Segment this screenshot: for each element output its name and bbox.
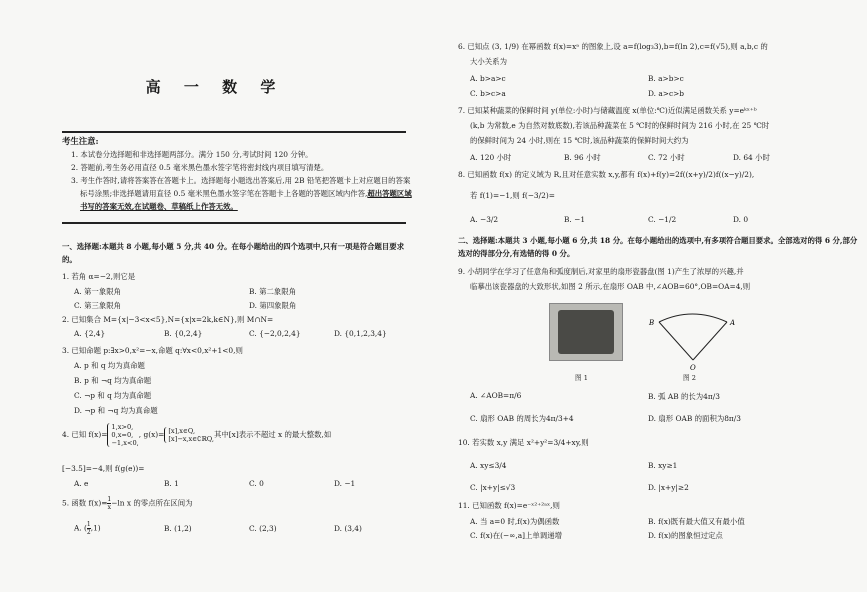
q4-line2: [−3.5]=−4,则 f(g(e))= (62, 464, 145, 473)
label-o: O (690, 364, 696, 372)
q6-option-d: D. a>c>b (648, 89, 685, 98)
page-title: 高 一 数 学 (145, 78, 285, 96)
q10-option-a: A. xy≤3/4 (470, 461, 507, 470)
q6-line1: 6. 已知点 (3, 1/9) 在幂函数 f(x)=xᵃ 的图象上,设 a=f(log₃3),b=f(ln 2),c=f(√5),则 a,b,c 的 (458, 42, 768, 51)
q5-den: x (107, 504, 112, 511)
section-1-heading: 一、选择题:本题共 8 小题,每小题 5 分,共 40 分。在每小题给出的四个选项中,只有一项是符合题目要求的。 (62, 242, 405, 264)
q8-option-a: A. −3/2 (470, 215, 499, 224)
q4-g-piecewise (164, 427, 214, 443)
q8-option-c: C. −1/2 (648, 215, 677, 224)
figure-2-caption: 图 2 (683, 374, 696, 382)
q9-option-c: C. 扇形 OAB 的周长为4π/3+4 (470, 414, 574, 423)
label-a: A (730, 319, 736, 327)
q5-post: −ln x 的零点所在区间为 (111, 498, 193, 508)
q11-option-c: C. f(x)在(−∞,a]上单调递增 (470, 531, 562, 540)
q5-option-a (74, 521, 101, 536)
q7-option-b: B. 96 小时 (564, 153, 601, 162)
q4-f-piecewise (107, 423, 138, 447)
notes-item (62, 174, 412, 213)
bottom-rule (62, 222, 406, 224)
q7-line2: (k,b 为常数,e 为自然对数底数),若该品种蔬菜在 5 ℃时的保鲜时间为 216 小时,在 25 ℃时 (470, 121, 770, 130)
figure-1-caption: 图 1 (575, 374, 588, 382)
q7-line3: 的保鲜时间为 24 小时,则在 15 ℃时,该品种蔬菜的保鲜时间大约为 (470, 136, 689, 145)
q9-option-a: A. ∠AOB=π/6 (470, 391, 522, 400)
q4-f-case: −1,x<0, (111, 439, 139, 447)
q9-option-b: B. 弧 AB 的长为4π/3 (648, 392, 720, 401)
q5-pre: 5. 函数 f(x)= (62, 498, 108, 508)
q1-stem: 1. 若角 α=−2,则它是 (62, 272, 136, 281)
q10-option-c: C. |x+y|≤√3 (470, 483, 516, 492)
q1-option-c: C. 第三象限角 (74, 301, 122, 310)
q6-option-a: A. b>a>c (470, 74, 506, 83)
q2-option-b: B. {0,2,4} (164, 329, 203, 338)
q10-option-d: D. |x+y|≥2 (648, 483, 689, 492)
q3-option-d: D. ¬p 和 ¬q 均为真命题 (74, 406, 158, 415)
q4-g-case: [x]−x,x∈∁ℝQ, (168, 435, 214, 443)
q4-f-case: 0,x=0, (111, 431, 134, 439)
q8-option-d: D. 0 (733, 215, 749, 224)
q5-num: 1 (107, 496, 112, 503)
q5-option-d: D. (3,4) (334, 524, 362, 533)
q2-option-d: D. {0,1,2,3,4} (334, 329, 387, 338)
notes-item-text: 3. 考生作答时,请将答案答在答题卡上。选择题每小题选出答案后,用 2B 铅笔把答题卡上对应题目的答案标号涂黑;非选择题请用直径 0.5 毫米黑色墨水签字笔在答题卡上各题的答题区域内作答, (71, 176, 411, 198)
q7-line1: 7. 已知某种蔬菜的保鲜时间 y(单位:小时)与储藏温度 x(单位:℃)近似满足函数关系 y=eᵏˣ⁺ᵇ (458, 106, 757, 115)
notes-box (62, 135, 412, 213)
fan-plate-image (558, 310, 614, 354)
q6-line2: 大小关系为 (470, 57, 507, 66)
q4-f-case: 1,x>0, (111, 423, 134, 431)
label-b: B (649, 319, 655, 327)
q4-option-a: A. e (74, 479, 89, 488)
q11-option-d: D. f(x)的图象恒过定点 (648, 531, 723, 540)
q11-stem: 11. 已知函数 f(x)=e⁻ˣ²⁺²ᵃˣ,则 (458, 501, 560, 510)
q2-stem: 2. 已知集合 M={x|−3<x<5},N={x|x=2k,k∈N},则 M∩N= (62, 315, 274, 324)
q8-option-b: B. −1 (564, 215, 586, 224)
sector-arc (659, 314, 727, 322)
q10-option-b: B. xy≥1 (648, 461, 678, 470)
q1-option-b: B. 第二象限角 (249, 287, 297, 296)
q5-option-b: B. (1,2) (164, 524, 192, 533)
q7-option-d: D. 64 小时 (733, 153, 770, 162)
q2-option-a: A. {2,4} (74, 329, 106, 338)
q4-post: 其中[x]表示不超过 x 的最大整数,如 (213, 430, 332, 439)
q9-line1: 9. 小胡同学在学习了任意角和弧度制后,对家里的扇形瓷器盘(图 1)产生了浓厚的兴趣,并 (458, 267, 744, 276)
q5-option-c: C. (2,3) (249, 524, 277, 533)
section-2-heading: 二、选择题:本题共 3 小题,每小题 6 分,共 18 分。在每小题给出的选项中,有多项符合题目要求。全部选对的得 6 分,部分选对的得部分分,有选错的得 0 分。 (458, 236, 858, 258)
q6-option-b: B. a>b>c (648, 74, 684, 83)
notes-item: 2. 答题前,考生务必用直径 0.5 毫米黑色墨水签字笔将密封线内项目填写清楚。 (71, 163, 329, 172)
q11-option-b: B. f(x)既有最大值又有最小值 (648, 517, 745, 526)
q4-stem (62, 423, 331, 447)
notes-item: 1. 本试卷分选择题和非选择题两部分。满分 150 分,考试时间 120 分钟。 (71, 150, 313, 159)
q4-pre: 4. 已知 f(x)= (62, 430, 108, 439)
q9-line2: 临摹出该瓷器盘的大致形状,如图 2 所示,在扇形 OAB 中,∠AOB=60°,OB=OA=4,则 (470, 282, 751, 291)
sector-radius-oa (693, 322, 727, 360)
top-rule (62, 131, 406, 133)
q2-option-c: C. {−2,0,2,4} (249, 329, 301, 338)
q8-line2: 若 f(1)=−1,则 f(−3/2)= (470, 191, 555, 200)
q5-stem (62, 496, 193, 511)
figure-1-fan-plate-photo (549, 303, 623, 361)
q3-stem: 3. 已知命题 p:∃x>0,x²=−x,命题 q:∀x<0,x²+1<0,则 (62, 346, 243, 355)
q5-a-pre: A. ( (74, 523, 87, 533)
q8-line1: 8. 已知函数 f(x) 的定义域为 R,且对任意实数 x,y,都有 f(x)+f(y)=2f((x+y)/2)f((x−y)/2), (458, 170, 755, 179)
notes-underlined: 超出答题区域书写的答案无效,在试题卷、草稿纸上作答无效。 (80, 189, 412, 211)
q5-a-post: ,1) (90, 523, 101, 533)
q1-option-d: D. 第四象限角 (249, 301, 297, 310)
q5-a-den: 2 (86, 529, 91, 536)
q4-option-c: C. 0 (249, 479, 264, 488)
q9-option-d: D. 扇形 OAB 的面积为8π/3 (648, 414, 741, 423)
q7-option-a: A. 120 小时 (470, 153, 512, 162)
notes-heading: 考生注意: (62, 136, 99, 146)
q6-option-c: C. b>c>a (470, 89, 506, 98)
q1-option-a: A. 第一象限角 (74, 287, 121, 296)
q3-option-a: A. p 和 q 均为真命题 (74, 361, 145, 370)
q11-option-a: A. 当 a=0 时,f(x)为偶函数 (470, 517, 560, 526)
left-column (0, 0, 430, 592)
q4-g-case: [x],x∈Q, (168, 427, 196, 435)
q3-option-c: C. ¬p 和 q 均为真命题 (74, 391, 152, 400)
q3-option-b: B. p 和 ¬q 均为真命题 (74, 376, 152, 385)
q10-stem: 10. 若实数 x,y 满足 x²+y²=3/4+xy,则 (458, 438, 589, 447)
q5-a-num: 1 (86, 521, 91, 528)
q7-option-c: C. 72 小时 (648, 153, 685, 162)
sector-radius-ob (659, 322, 693, 360)
q4-mid: , g(x)= (138, 430, 165, 439)
q4-option-d: D. −1 (334, 479, 356, 488)
figure-2-sector-diagram (645, 300, 740, 372)
q4-option-b: B. 1 (164, 479, 179, 488)
